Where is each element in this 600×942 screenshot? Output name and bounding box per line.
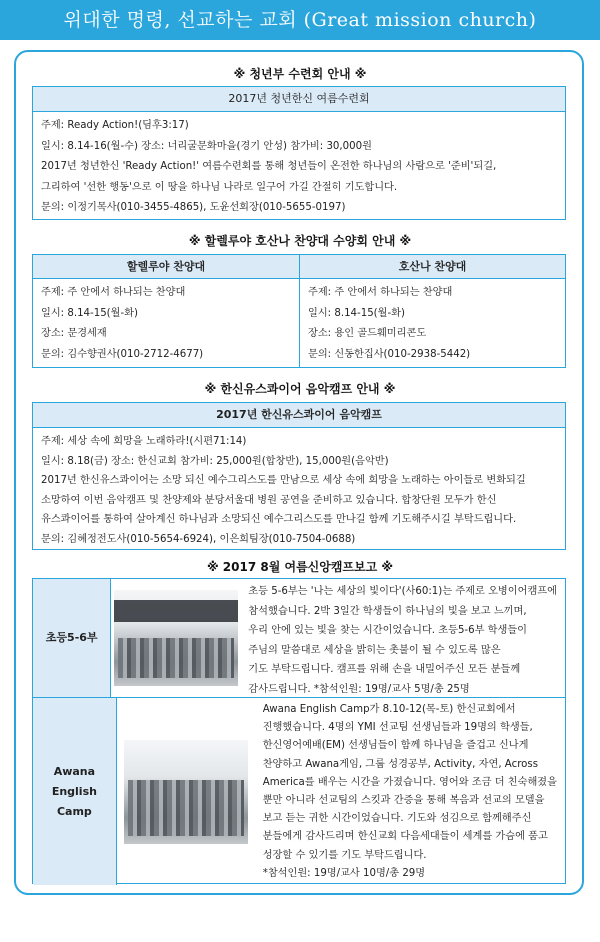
report-line: 감사드립니다. *참석인원: 19명/교사 5명/총 25명 xyxy=(248,683,470,695)
banner-title: 위대한 명령, 선교하는 교회 (Great mission church) xyxy=(63,9,537,31)
report-line: America를 배우는 시간을 가졌습니다. 영어와 조금 더 친숙해졌을 xyxy=(262,776,557,788)
music-camp-box xyxy=(32,402,566,550)
music-camp-line: 주제: 세상 속에 희망을 노래하라!(시편71:14) xyxy=(41,436,247,447)
report-line: 주님의 말씀대로 세상을 밝히는 촛불이 될 수 있도록 많은 xyxy=(248,644,501,656)
report-row-label: 초등5-6부 xyxy=(33,579,111,697)
report-line: 뿐만 아니라 선교팀의 스킷과 간증을 통해 복음과 선교의 모델을 xyxy=(262,795,545,807)
retreat-box xyxy=(32,86,566,220)
music-camp-line: 유스콰이어를 통하여 살아계신 하나님과 소망되신 예수그리스도를 만나길 함께 기도해주시길 부탁드립니다. xyxy=(41,514,517,525)
report-line: 초등 5-6부는 '나는 세상의 빛이다'(사60:1)는 주제로 오병이어캠프에 xyxy=(248,586,557,597)
report-row xyxy=(33,697,565,885)
report-line: 우리 안에 있는 빛을 찾는 시간이었습니다. 초등5-6부 학생들이 xyxy=(248,625,528,637)
report-line: 한신영어예배(EM) 선생님들이 함께 하나님을 즐겁고 신나게 xyxy=(262,740,529,752)
report-description xyxy=(255,698,565,885)
music-camp-line: 일시: 8.18(금) 장소: 한신교회 참가비: 25,000원(합창반), 15,000원(음악반) xyxy=(41,455,389,467)
retreat-body xyxy=(33,112,565,223)
report-line: 성장할 수 있기를 기도 부탁드립니다. xyxy=(262,849,427,861)
choir-line: 주제: 주 안에서 하나되는 찬양대 xyxy=(41,287,186,298)
retreat-line: 그리하여 '선한 행동'으로 이 땅을 하나님 나라로 일구어 가길 간절히 기도합니다. xyxy=(41,181,398,193)
choir-line: 일시: 8.14-15(월-화) xyxy=(308,307,405,319)
choir-details xyxy=(33,279,565,368)
camp-photo-cell xyxy=(117,698,255,885)
choir-section-title: ※ 할렐루야 호산나 찬양대 수양회 안내 ※ xyxy=(188,234,412,248)
report-description xyxy=(240,579,565,697)
music-camp-body xyxy=(33,428,565,553)
choir-box xyxy=(32,254,566,368)
report-line: *참석인원: 19명/교사 10명/총 29명 xyxy=(262,867,426,879)
hosanna-choir-header: 호산나 찬양대 xyxy=(299,255,565,279)
choir-line: 문의: 김수향권사(010-2712-4677) xyxy=(41,348,204,360)
music-camp-line: 문의: 김혜정전도사(010-5654-6924), 이은희팀장(010-7504-0688) xyxy=(41,533,356,545)
retreat-line: 주제: Ready Action!(딤후3:17) xyxy=(41,120,189,131)
music-camp-box-title: 2017년 한신유스콰이어 음악캠프 xyxy=(33,403,565,428)
retreat-line: 일시: 8.14-16(월-수) 장소: 너리굴문화마을(경기 안성) 참가비: 30,000원 xyxy=(41,140,372,152)
music-camp-line: 소망하여 이번 음악캠프 및 찬양제와 분당서울대 병원 공연을 준비하고 있습니다. 합창단원 모두가 한신 xyxy=(41,494,497,506)
hosanna-choir-info xyxy=(299,279,565,368)
report-row-label: Awana English Camp xyxy=(33,698,117,885)
camp-group-photo xyxy=(114,590,238,686)
report-line: 보고 듣는 귀한 시간이었습니다. 기도와 섬김으로 함께해주신 xyxy=(262,813,532,825)
report-line: 분들에게 감사드리며 한신교회 다음세대들이 세계를 가슴에 품고 xyxy=(262,831,548,843)
report-row xyxy=(33,579,565,697)
retreat-section-title: ※ 청년부 수련회 안내 ※ xyxy=(233,67,367,81)
music-camp-line: 2017년 한신유스콰이어는 소망 되신 예수그리스도를 만남으로 세상 속에 희망을 노래하는 아이들로 변화되길 xyxy=(41,475,526,486)
choir-line: 문의: 신동한집사(010-2938-5442) xyxy=(308,348,471,360)
choir-headers xyxy=(33,255,565,279)
choir-line: 주제: 주 안에서 하나되는 찬양대 xyxy=(308,287,453,298)
report-line: 찬양하고 Awana게임, 그룹 성경공부, Activity, 자연, Across xyxy=(262,758,539,770)
choir-line: 일시: 8.14-15(월-화) xyxy=(41,307,138,319)
choir-line: 장소: 용인 골드훼미리콘도 xyxy=(308,328,427,339)
retreat-line: 문의: 이정기목사(010-3455-4865), 도윤선회장(010-5655-0197) xyxy=(41,202,346,213)
report-line: 진행했습니다. 4명의 YMI 선교팀 선생님들과 19명의 학생들, xyxy=(262,722,533,734)
report-section-title: ※ 2017 8월 여름신앙캠프보고 ※ xyxy=(206,560,394,574)
page-banner xyxy=(0,0,600,40)
report-line: 기도 부탁드립니다. 캠프를 위해 손을 내밀어주신 모든 분들께 xyxy=(248,664,521,676)
music-camp-section-title: ※ 한신유스콰이어 음악캠프 안내 ※ xyxy=(204,382,396,396)
retreat-line: 2017년 청년한신 'Ready Action!' 여름수련회를 통해 청년들이 온전한 하나님의 사람으로 '준비'되길, xyxy=(41,161,497,172)
report-table xyxy=(32,578,566,884)
choir-line: 장소: 문경세재 xyxy=(41,328,107,339)
camp-group-photo xyxy=(124,740,248,844)
report-line: 참석했습니다. 2박 3일간 학생들이 하나님의 빛을 보고 느끼며, xyxy=(248,605,527,617)
hallelujah-choir-info xyxy=(33,279,299,368)
report-line: Awana English Camp가 8.10-12(목-토) 한신교회에서 xyxy=(262,704,516,715)
retreat-box-title: 2017년 청년한신 여름수련회 xyxy=(33,87,565,112)
camp-photo-cell xyxy=(111,579,240,697)
hallelujah-choir-header: 할렐루야 찬양대 xyxy=(33,255,299,279)
